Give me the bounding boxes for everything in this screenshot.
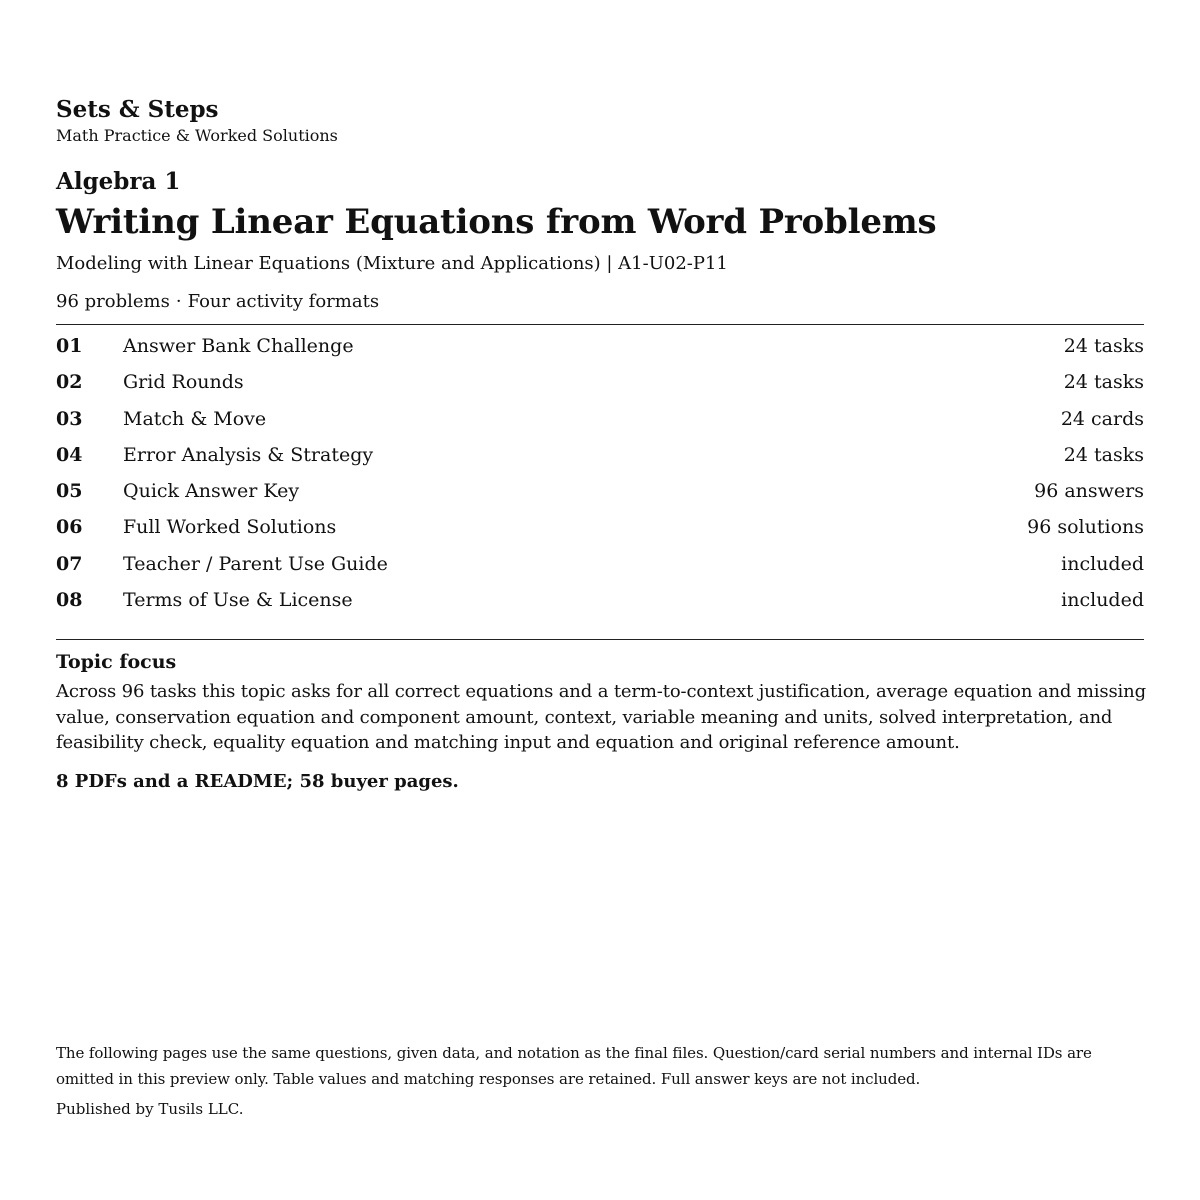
meta-separator: ·	[175, 291, 182, 312]
brand-name: Sets & Steps	[56, 96, 219, 123]
contents-row	[56, 516, 1144, 552]
brand-tagline: Math Practice & Worked Solutions	[56, 126, 338, 145]
contents-number: 03	[56, 407, 83, 430]
contents-count: included	[1061, 552, 1144, 575]
contents-row	[56, 408, 1144, 444]
contents-label: Grid Rounds	[123, 371, 244, 394]
publisher-line: Published by Tusils LLC.	[56, 1100, 244, 1118]
contents-row	[56, 480, 1144, 516]
contents-count: 24 cards	[1060, 407, 1144, 430]
contents-label: Quick Answer Key	[123, 480, 300, 503]
preview-note: The following pages use the same questions, given data, and notation as the final files. Question/card serial numbers and internal IDs are omitted in this preview only. Table values and matching responses are retained. Full answer keys are not included.	[56, 1044, 1092, 1088]
contents-label: Match & Move	[123, 407, 267, 430]
contents-count: 24 tasks	[1063, 443, 1144, 466]
contents-count: 24 tasks	[1063, 335, 1144, 357]
contents-count: 96 answers	[1034, 480, 1144, 503]
contents-row	[56, 444, 1144, 480]
contents-count: 24 tasks	[1063, 371, 1144, 394]
contents-row	[56, 589, 1144, 625]
contents-label: Teacher / Parent Use Guide	[123, 552, 388, 575]
course-name: Algebra 1	[56, 168, 181, 195]
contents-number: 08	[56, 589, 83, 612]
contents-number: 01	[56, 335, 83, 357]
contents-count: 96 solutions	[1027, 516, 1144, 539]
contents-number: 05	[56, 480, 83, 503]
format-count: Four activity formats	[187, 291, 380, 312]
contents-row	[56, 335, 1144, 371]
page-title: Writing Linear Equations from Word Problems	[56, 202, 937, 242]
contents-row	[56, 553, 1144, 589]
page-subtitle: Modeling with Linear Equations (Mixture and Applications) | A1-U02-P11	[56, 253, 728, 274]
contents-row	[56, 371, 1144, 407]
contents-label: Full Worked Solutions	[123, 516, 337, 539]
contents-label: Error Analysis & Strategy	[123, 443, 374, 466]
contents-count: included	[1061, 589, 1144, 612]
contents-list	[56, 324, 1144, 639]
contents-number: 06	[56, 516, 83, 539]
contents-number: 07	[56, 552, 83, 575]
topic-description: Across 96 tasks this topic asks for all correct equations and a term-to-context justification, average equation and missing value, conservation equation and component amount, context, variable meaning and units, solved interpretation, and feasibility check, equality equation and matching input and equation and original reference amount.	[56, 681, 1146, 754]
contents-number: 02	[56, 371, 83, 394]
page-footer	[56, 1040, 1146, 1120]
product-meta	[56, 290, 1144, 314]
preview-page	[56, 96, 1144, 794]
contents-label: Answer Bank Challenge	[123, 335, 354, 357]
topic-section	[56, 639, 1144, 794]
problem-count: 96 problems	[56, 291, 170, 312]
contents-label: Terms of Use & License	[123, 589, 353, 612]
file-summary: 8 PDFs and a README; 58 buyer pages.	[56, 770, 459, 792]
contents-number: 04	[56, 443, 83, 466]
topic-heading: Topic focus	[56, 651, 177, 674]
